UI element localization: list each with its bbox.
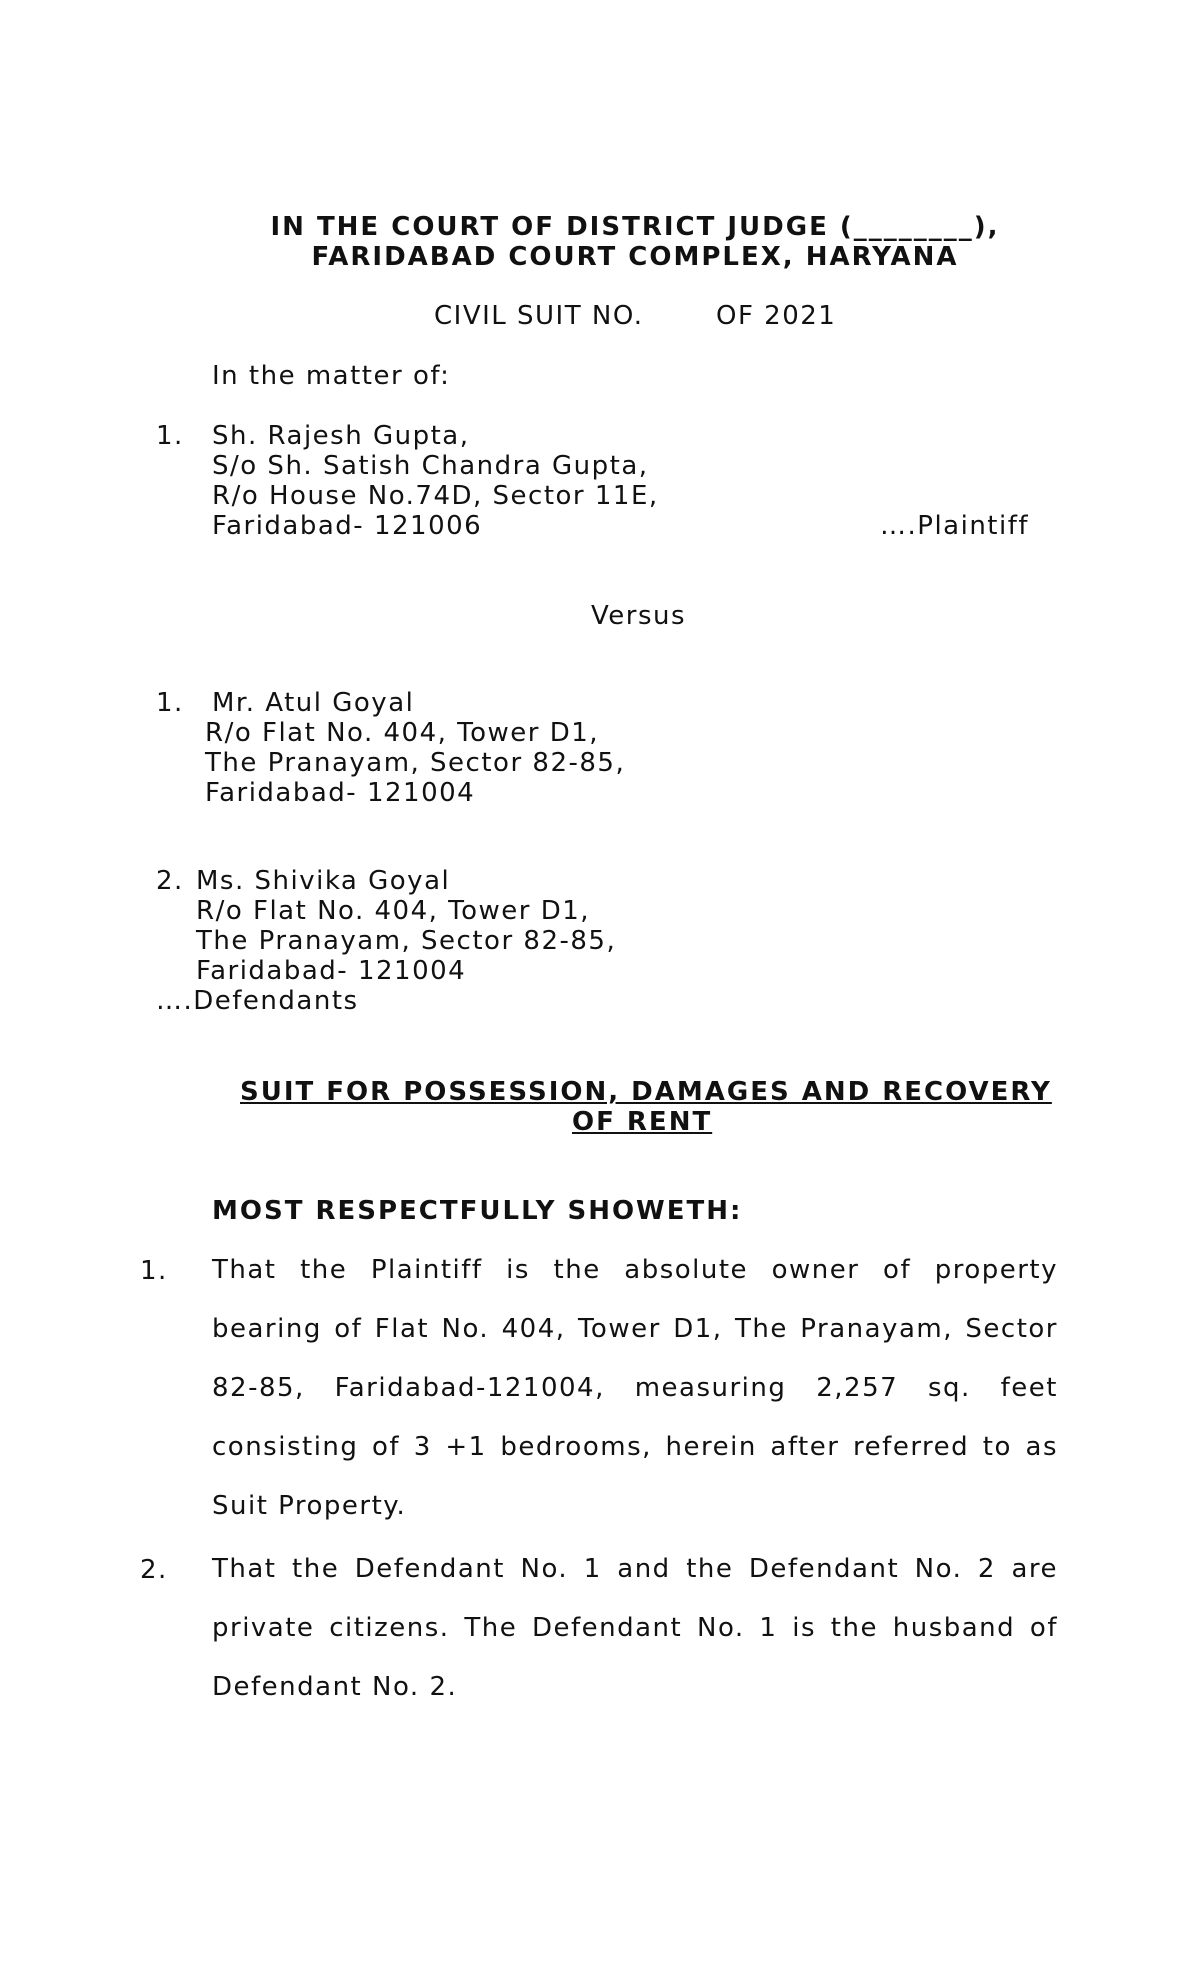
plaintiff-name: Sh. Rajesh Gupta, xyxy=(212,421,470,451)
paragraph-2-number: 2. xyxy=(140,1555,168,1585)
paragraph-1-number: 1. xyxy=(140,1256,168,1286)
plaintiff-block xyxy=(212,421,659,541)
defendant1-address: R/o Flat No. 404, Tower D1, xyxy=(205,718,600,748)
paragraph-2-text: That the Defendant No. 1 and the Defendant No. 2 are private citizens. The Defendant No. 1 is the husband of Defendant No. 2. xyxy=(212,1554,1058,1702)
defendant2-name: Ms. Shivika Goyal xyxy=(196,866,451,896)
defendant2-address: R/o Flat No. 404, Tower D1, xyxy=(196,896,591,926)
paragraph-1-text: That the Plaintiff is the absolute owner of property bearing of Flat No. 404, Tower D1, The Pranayam, Sector 82-85, Faridabad-121004, measuring 2,257 sq. feet consisting of 3 +1 bedrooms, herein after referred to as Suit Property. xyxy=(212,1255,1058,1521)
court-heading-line2: FARIDABAD COURT COMPLEX, HARYANA xyxy=(311,242,959,272)
defendant2-number: 2. xyxy=(156,866,184,896)
defendant1-number: 1. xyxy=(156,688,184,718)
defendant2-block xyxy=(196,866,616,986)
defendant2-locality: The Pranayam, Sector 82-85, xyxy=(196,926,617,956)
suit-title-line1: SUIT FOR POSSESSION, DAMAGES AND RECOVERY xyxy=(240,1077,1052,1107)
matter-label: In the matter of: xyxy=(212,361,451,391)
defendant1-city: Faridabad- 121004 xyxy=(205,778,476,808)
suit-number-year: OF 2021 xyxy=(716,301,837,331)
defendant1-block xyxy=(205,688,625,808)
plaintiff-parent: S/o Sh. Satish Chandra Gupta, xyxy=(212,451,649,481)
defendant1-locality: The Pranayam, Sector 82-85, xyxy=(205,748,626,778)
showeth-heading: MOST RESPECTFULLY SHOWETH: xyxy=(212,1196,743,1226)
plaintiff-address: R/o House No.74D, Sector 11E, xyxy=(212,481,659,511)
defendant2-city: Faridabad- 121004 xyxy=(196,956,467,986)
suit-number-label: CIVIL SUIT NO. xyxy=(434,301,644,331)
plaintiff-number: 1. xyxy=(156,421,184,451)
plaintiff-city: Faridabad- 121006 xyxy=(212,511,483,541)
defendant1-name: Mr. Atul Goyal xyxy=(212,688,415,718)
versus-label: Versus xyxy=(591,601,687,631)
plaintiff-role: ….Plaintiff xyxy=(880,511,1030,541)
suit-title-line2: OF RENT xyxy=(572,1107,713,1137)
court-heading-line1: IN THE COURT OF DISTRICT JUDGE (________), xyxy=(270,212,1000,242)
defendants-role: ….Defendants xyxy=(156,986,359,1016)
